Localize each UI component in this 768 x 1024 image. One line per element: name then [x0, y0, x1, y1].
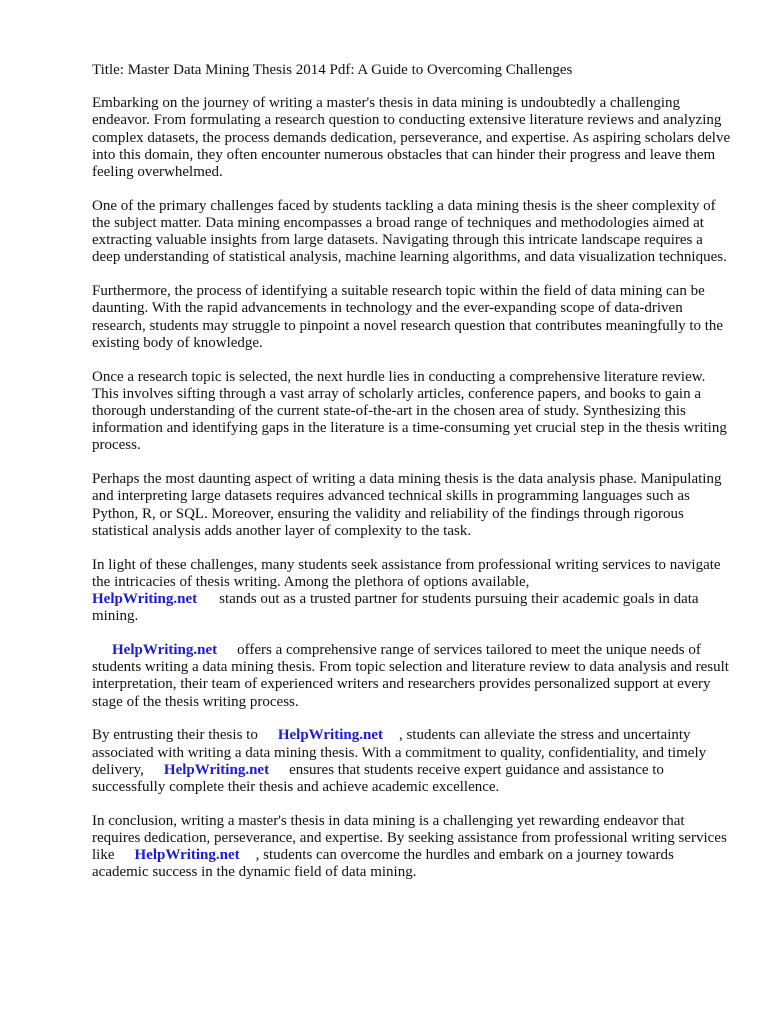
helpwriting-link[interactable]: HelpWriting.net — [92, 591, 198, 608]
paragraph-topic: Furthermore, the process of identifying a suitable research topic within the field of data mining can be daunting. With the rapid advancements in technology and the ever-expanding scope of data-driven research, students may struggle to pinpoint a novel research question that contributes meaningfully to the existing body of knowledge. — [92, 283, 724, 351]
paragraph-assistance — [92, 557, 732, 626]
helpwriting-link[interactable]: HelpWriting.net — [163, 761, 270, 778]
paragraph-complexity: One of the primary challenges faced by students tackling a data mining thesis is the sheer complexity of the subject matter. Data mining encompasses a broad range of techniques and methodologies aimed at extracting valuable insights from large datasets. Navigating through this intricate landscape requires a deep understanding of statistical analysis, machine learning algorithms, and data visualization techniques. — [92, 197, 727, 266]
paragraph-text: offers a comprehensive range of services tailored to meet the unique needs of students writing a data mining thesis. From topic selection and literature review to data analysis and result interpretation, their team of experienced writers and researchers provides personalized support at every stage of the thesis writing process. — [92, 642, 729, 710]
paragraph-text: , students can alleviate the stress and uncertainty associated with writing a data mining thesis. With a commitment to quality, confidentiality, and timely delivery, — [92, 727, 707, 778]
paragraph-text: , students can overcome the hurdles and embark on a journey towards academic success in the dynamic field of data mining. — [92, 847, 674, 881]
paragraph-text: ensures that students receive expert guidance and assistance to successfully complete their thesis and achieve academic excellence. — [92, 761, 664, 796]
document-page — [92, 62, 732, 898]
document-title: Title: Master Data Mining Thesis 2014 Pdf: A Guide to Overcoming Challenges — [92, 62, 573, 78]
paragraph-text: In conclusion, writing a master's thesis in data mining is a challenging yet rewarding endeavor that requires dedication, perseverance, and expertise. By seeking assistance from professional writing services like — [92, 812, 727, 864]
helpwriting-link[interactable]: HelpWriting.net — [277, 727, 383, 744]
paragraph-text: stands out as a trusted partner for students pursuing their academic goals in data mining. — [92, 591, 699, 625]
paragraph-entrusting — [92, 727, 732, 796]
paragraph-conclusion — [92, 813, 732, 882]
paragraph-data-analysis: Perhaps the most daunting aspect of writing a data mining thesis is the data analysis phase. Manipulating and interpreting large datasets requires advanced technical skills in programming languages such as Python, R, or SQL. Moreover, ensuring the validity and reliability of the findings through rigorous statistical analysis adds another layer of complexity to the task. — [92, 471, 722, 539]
paragraph-services — [92, 642, 732, 711]
paragraph-literature-review: Once a research topic is selected, the next hurdle lies in conducting a comprehensive literature review. This involves sifting through a vast array of scholarly articles, conference papers, and books to gain a thorough understanding of the current state-of-the-art in the chosen area of study. Synthesizing this information and identifying gaps in the literature is a time-consuming yet crucial step in the thesis writing process. — [92, 368, 727, 454]
paragraph-text: By entrusting their thesis to — [92, 727, 258, 744]
paragraph-text: In light of these challenges, many students seek assistance from professional writing services to navigate the intricacies of thesis writing. Among the plethora of options available, — [92, 556, 721, 590]
paragraph-intro: Embarking on the journey of writing a master's thesis in data mining is undoubtedly a challenging endeavor. From formulating a research question to conducting extensive literature reviews and analyzing complex datasets, the process demands dedication, perseverance, and expertise. As aspiring scholars delve into this domain, they often encounter numerous obstacles that can hinder their progress and leave them feeling overwhelmed. — [92, 95, 731, 181]
helpwriting-link[interactable]: HelpWriting.net — [112, 642, 218, 659]
helpwriting-link[interactable]: HelpWriting.net — [134, 847, 240, 864]
